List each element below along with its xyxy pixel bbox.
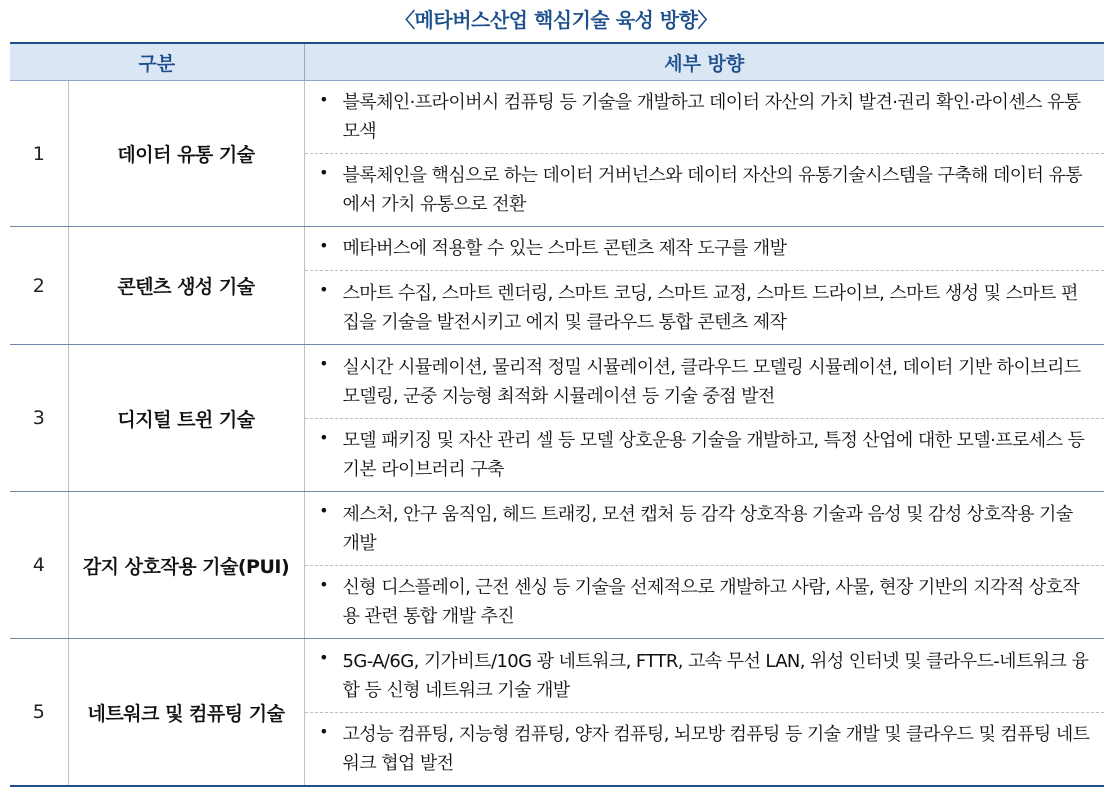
detail-text: 고성능 컴퓨팅, 지능형 컴퓨팅, 양자 컴퓨팅, 뇌모방 컴퓨팅 등 기술 개발 및 클라우드 및 컴퓨팅 네트워크 협업 발전: [342, 724, 1090, 774]
detail-item: [305, 639, 1105, 712]
detail-item: [305, 565, 1105, 638]
table-title: 〈메타버스산업 핵심기술 육성 방향〉: [395, 8, 717, 32]
detail-text: 모델 패키징 및 자산 관리 셀 등 모델 상호운용 기술을 개발하고, 특정 산업에 대한 모델·프로세스 등 기본 라이브러리 구축: [342, 430, 1085, 480]
detail-cell: [304, 81, 1104, 227]
detail-text: 실시간 시뮬레이션, 물리적 정밀 시뮬레이션, 클라우드 모델링 시뮬레이션, 데이터 기반 하이브리드 모델링, 군중 지능형 최적화 시뮬레이션 등 기술 중점 발전: [342, 356, 1081, 407]
header-detail: 세부 방향: [304, 43, 1104, 81]
row-category: 감지 상호작용 기술(PUI): [68, 492, 304, 639]
detail-cell: [304, 227, 1104, 345]
detail-text: 제스처, 안구 움직임, 헤드 트래킹, 모션 캡처 등 감각 상호작용 기술과 음성 및 감성 상호작용 기술 개발: [342, 503, 1073, 554]
row-category: 디지털 트윈 기술: [68, 345, 304, 492]
bullet-icon: •: [319, 280, 328, 299]
table-row: [10, 639, 1104, 787]
row-number: 4: [10, 492, 68, 639]
row-number: 2: [10, 227, 68, 345]
detail-text: 5G-A/6G, 기가비트/10G 광 네트워크, FTTR, 고속 무선 LAN, 위성 인터넷 및 클라우드-네트워크 융합 등 신형 네트워크 기술 개발: [342, 650, 1089, 701]
detail-cell: [304, 492, 1104, 639]
direction-table: [10, 42, 1104, 787]
bullet-icon: •: [319, 90, 328, 109]
detail-item: [305, 712, 1105, 785]
detail-item: [305, 153, 1105, 226]
bullet-icon: •: [319, 354, 328, 373]
detail-item: [305, 345, 1105, 418]
detail-item: [305, 227, 1105, 270]
detail-cell: [304, 639, 1104, 787]
row-number: 5: [10, 639, 68, 787]
bullet-icon: •: [319, 648, 328, 667]
table-row: [10, 492, 1104, 639]
header-row: [10, 43, 1104, 81]
table-row: [10, 81, 1104, 227]
detail-text: 블록체인을 핵심으로 하는 데이터 거버넌스와 데이터 자산의 유통기술시스템을 구축해 데이터 유통에서 가치 유통으로 전환: [342, 165, 1083, 215]
detail-item: [305, 492, 1105, 565]
detail-text: 스마트 수집, 스마트 렌더링, 스마트 코딩, 스마트 교정, 스마트 드라이브, 스마트 생성 및 스마트 편집을 기술을 발전시키고 에지 및 클라우드 통합 콘텐츠 제작: [342, 282, 1078, 333]
table-row: [10, 227, 1104, 345]
detail-item: [305, 81, 1105, 153]
detail-item: [305, 418, 1105, 491]
row-category: 콘텐츠 생성 기술: [68, 227, 304, 345]
bullet-icon: •: [319, 236, 328, 255]
row-category: 네트워크 및 컴퓨팅 기술: [68, 639, 304, 787]
detail-item: [305, 270, 1105, 344]
table-row: [10, 345, 1104, 492]
row-number: 3: [10, 345, 68, 492]
detail-text: 블록체인·프라이버시 컴퓨팅 등 기술을 개발하고 데이터 자산의 가치 발견·권리 확인·라이센스 유통 모색: [342, 92, 1081, 142]
detail-text: 메타버스에 적용할 수 있는 스마트 콘텐츠 제작 도구를 개발: [342, 238, 787, 259]
bullet-icon: •: [319, 163, 328, 182]
row-number: 1: [10, 81, 68, 227]
bullet-icon: •: [319, 575, 328, 594]
bullet-icon: •: [319, 428, 328, 447]
header-category: 구분: [10, 43, 304, 81]
row-category: 데이터 유통 기술: [68, 81, 304, 227]
detail-cell: [304, 345, 1104, 492]
bullet-icon: •: [319, 722, 328, 741]
bullet-icon: •: [319, 501, 328, 520]
detail-text: 신형 디스플레이, 근전 센싱 등 기술을 선제적으로 개발하고 사람, 사물, 현장 기반의 지각적 상호작용 관련 통합 개발 추진: [342, 577, 1080, 627]
